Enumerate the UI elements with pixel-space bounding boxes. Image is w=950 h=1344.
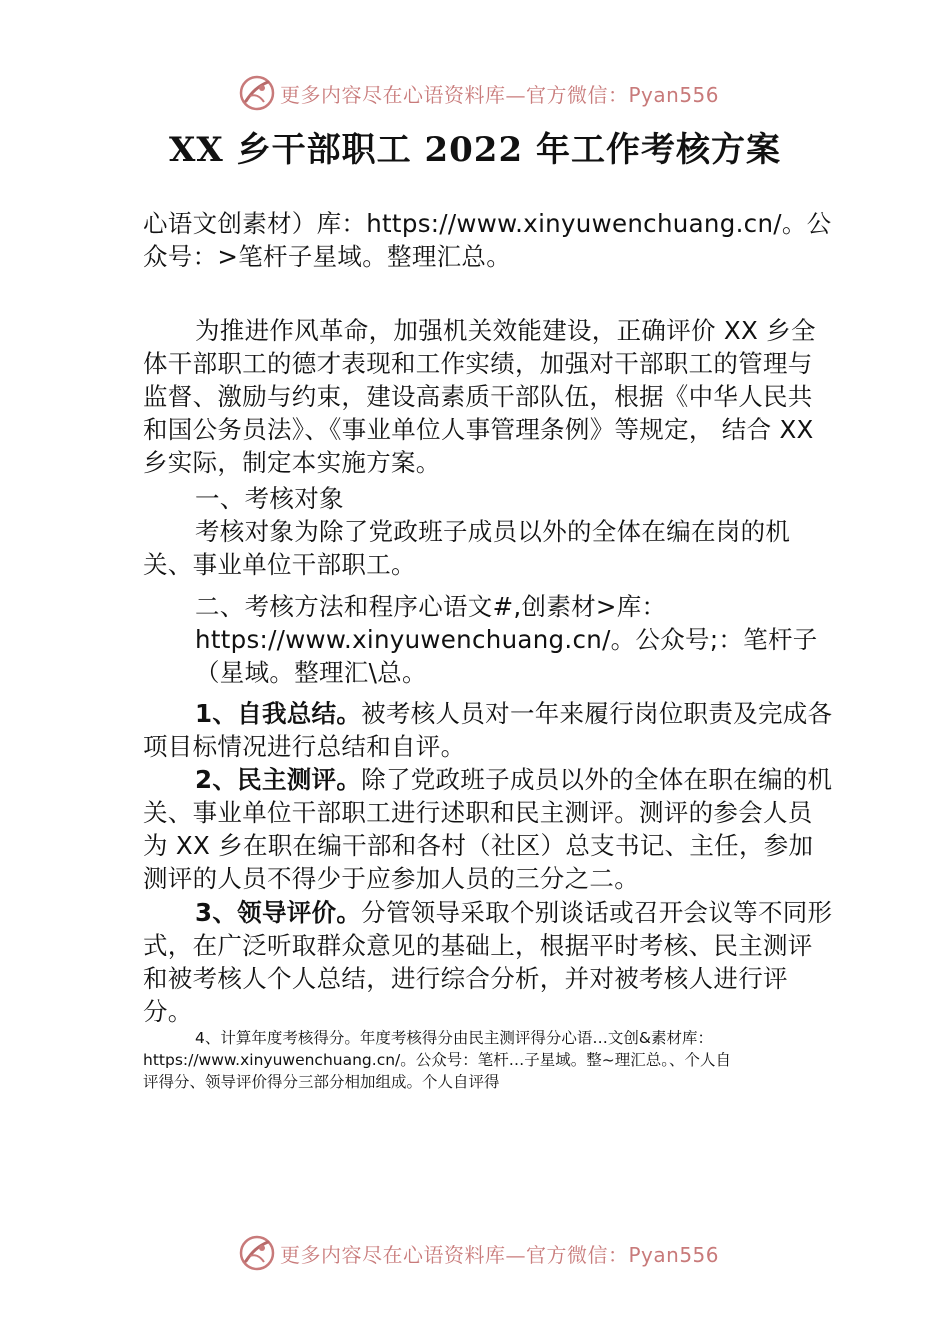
document-title: XX 乡干部职工 2022 年工作考核方案 [169, 130, 781, 170]
footer-watermark-banner [238, 1233, 758, 1273]
item2-text: 除了党政班子成员以外的全体在职在编的机关、事业单位干部职工进行述职和民主测评。测评的参会人员为 XX 乡在职在编干部和各村（社区）总支书记、主任，参加测评的人员不得少于应参加人员的三分之二。 [143, 765, 833, 893]
item3-label: 3、领导评价。 [195, 898, 362, 927]
item4-paragraph [143, 1027, 823, 1093]
header-watermark-banner [238, 73, 758, 113]
section1-heading: 一、考核对象 [195, 484, 344, 513]
section2-heading: 二、考核方法和程序心语文#,创素材>库：https://www.xinyuwenchuang.cn/。公众号;：笔杆子（星域。整理汇\总。 [195, 592, 818, 687]
item1-paragraph [143, 697, 833, 763]
item3-text: 分管领导采取个别谈话或召开会议等不同形式，在广泛听取群众意见的基础上，根据平时考核、民主测评和被考核人个人总结，进行综合分析，并对被考核人进行评分。 [143, 898, 833, 1026]
item1-label: 1、自我总结。 [195, 699, 362, 728]
preamble-paragraph: 为推进作风革命，加强机关效能建设，正确评价 XX 乡全体干部职工的德才表现和工作实绩，加强对干部职工的管理与监督、激励与约束，建设高素质干部队伍，根据《中华人民共和国公务员法》、《事业单位人事管理条例》等规定， 结合 XX 乡实际，制定本实施方案。 [143, 316, 816, 477]
item2-paragraph [143, 763, 833, 895]
item2-label: 2、民主测评。 [195, 765, 362, 794]
logo-icon [238, 1234, 276, 1272]
item4-line2: https://www.xinyuwenchuang.cn/。公众号：笔杆…子星域。整~理汇总。、个人自 [143, 1051, 731, 1069]
intro-paragraph: 心语文创素材）库：https://www.xinyuwenchuang.cn/。公众号：>笔杆子星域。整理汇总。 [143, 209, 832, 271]
section1-body: 考核对象为除了党政班子成员以外的全体在编在岗的机关、事业单位干部职工。 [143, 517, 791, 579]
item3-paragraph [143, 896, 833, 1028]
banner-text: 更多内容尽在心语资料库—官方微信：Pyan556 [280, 1242, 720, 1267]
item4-line1: 4、计算年度考核得分。年度考核得分由民主测评得分心语…文创&素材库： [195, 1029, 713, 1047]
item1-text: 被考核人员对一年来履行岗位职责及完成各项目标情况进行总结和自评。 [143, 699, 833, 761]
logo-icon [238, 74, 276, 112]
banner-text: 更多内容尽在心语资料库—官方微信：Pyan556 [280, 82, 720, 107]
item4-line3: 评得分、领导评价得分三部分相加组成。个人自评得 [143, 1073, 500, 1091]
